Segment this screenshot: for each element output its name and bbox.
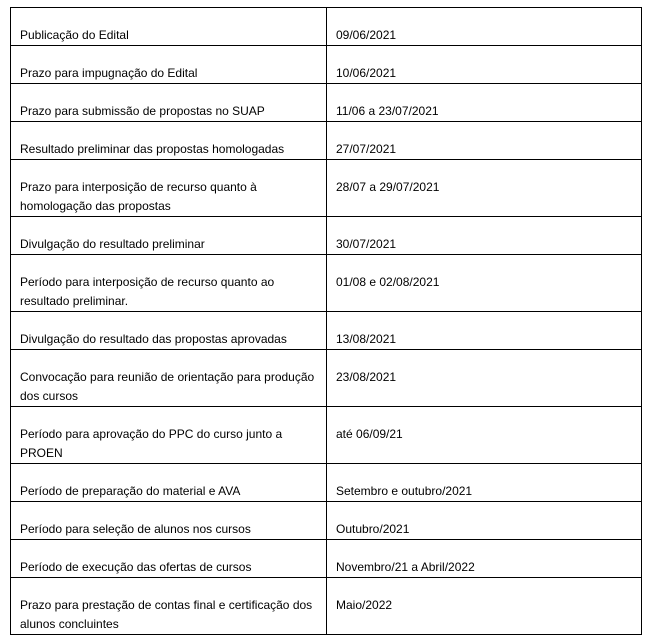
date-cell [327,350,642,407]
date-cell [327,255,642,312]
event-label: Período de preparação do material e AVA [20,484,241,498]
table-row [11,255,642,312]
date-label: 09/06/2021 [336,28,397,42]
table-row [11,407,642,464]
table-row [11,578,642,635]
table-row [11,350,642,407]
date-cell [327,578,642,635]
event-label: Prazo para interposição de recurso quanto à homologação das propostas [20,180,257,213]
table-row [11,312,642,350]
date-cell [327,502,642,540]
event-cell [11,502,327,540]
event-cell [11,350,327,407]
table-row [11,84,642,122]
table-row [11,540,642,578]
date-cell [327,217,642,255]
event-cell [11,122,327,160]
event-cell [11,160,327,217]
table-row [11,217,642,255]
date-label: 01/08 e 02/08/2021 [336,275,440,289]
table-row [11,502,642,540]
date-cell [327,160,642,217]
date-cell [327,46,642,84]
date-label: 27/07/2021 [336,142,397,156]
event-label: Período para interposição de recurso quanto ao resultado preliminar. [20,275,275,308]
date-cell [327,8,642,46]
event-label: Prazo para impugnação do Edital [20,66,198,80]
event-label: Resultado preliminar das propostas homologadas [20,142,285,156]
event-cell [11,464,327,502]
date-label: 23/08/2021 [336,370,397,384]
date-cell [327,84,642,122]
date-cell [327,312,642,350]
table-row [11,46,642,84]
event-cell [11,255,327,312]
event-label: Prazo para prestação de contas final e certificação dos alunos concluintes [20,598,313,631]
date-cell [327,122,642,160]
event-cell [11,8,327,46]
event-cell [11,312,327,350]
date-label: Novembro/21 a Abril/2022 [336,560,475,574]
table-row [11,464,642,502]
event-label: Convocação para reunião de orientação para produção dos cursos [20,370,315,403]
date-cell [327,464,642,502]
table-row [11,160,642,217]
date-label: 10/06/2021 [336,66,397,80]
date-label: 28/07 a 29/07/2021 [336,180,440,194]
table-row [11,122,642,160]
event-label: Prazo para submissão de propostas no SUAP [20,104,265,118]
date-label: Setembro e outubro/2021 [336,484,473,498]
event-label: Divulgação do resultado preliminar [20,237,205,251]
date-label: 30/07/2021 [336,237,397,251]
event-label: Período de execução das ofertas de cursos [20,560,252,574]
date-label: 11/06 a 23/07/2021 [336,104,439,118]
date-cell [327,407,642,464]
event-cell [11,84,327,122]
table-row [11,8,642,46]
schedule-table [10,7,642,635]
event-label: Período para seleção de alunos nos cursos [20,522,251,536]
event-cell [11,217,327,255]
date-label: Maio/2022 [336,598,393,612]
event-cell [11,407,327,464]
event-cell [11,540,327,578]
date-label: 13/08/2021 [336,332,397,346]
event-label: Período para aprovação do PPC do curso junto a PROEN [20,427,283,460]
schedule-table-body [11,8,642,635]
event-cell [11,578,327,635]
event-cell [11,46,327,84]
date-label: Outubro/2021 [336,522,410,536]
date-label: até 06/09/21 [336,427,403,441]
event-label: Divulgação do resultado das propostas aprovadas [20,332,287,346]
date-cell [327,540,642,578]
event-label: Publicação do Edital [20,28,129,42]
